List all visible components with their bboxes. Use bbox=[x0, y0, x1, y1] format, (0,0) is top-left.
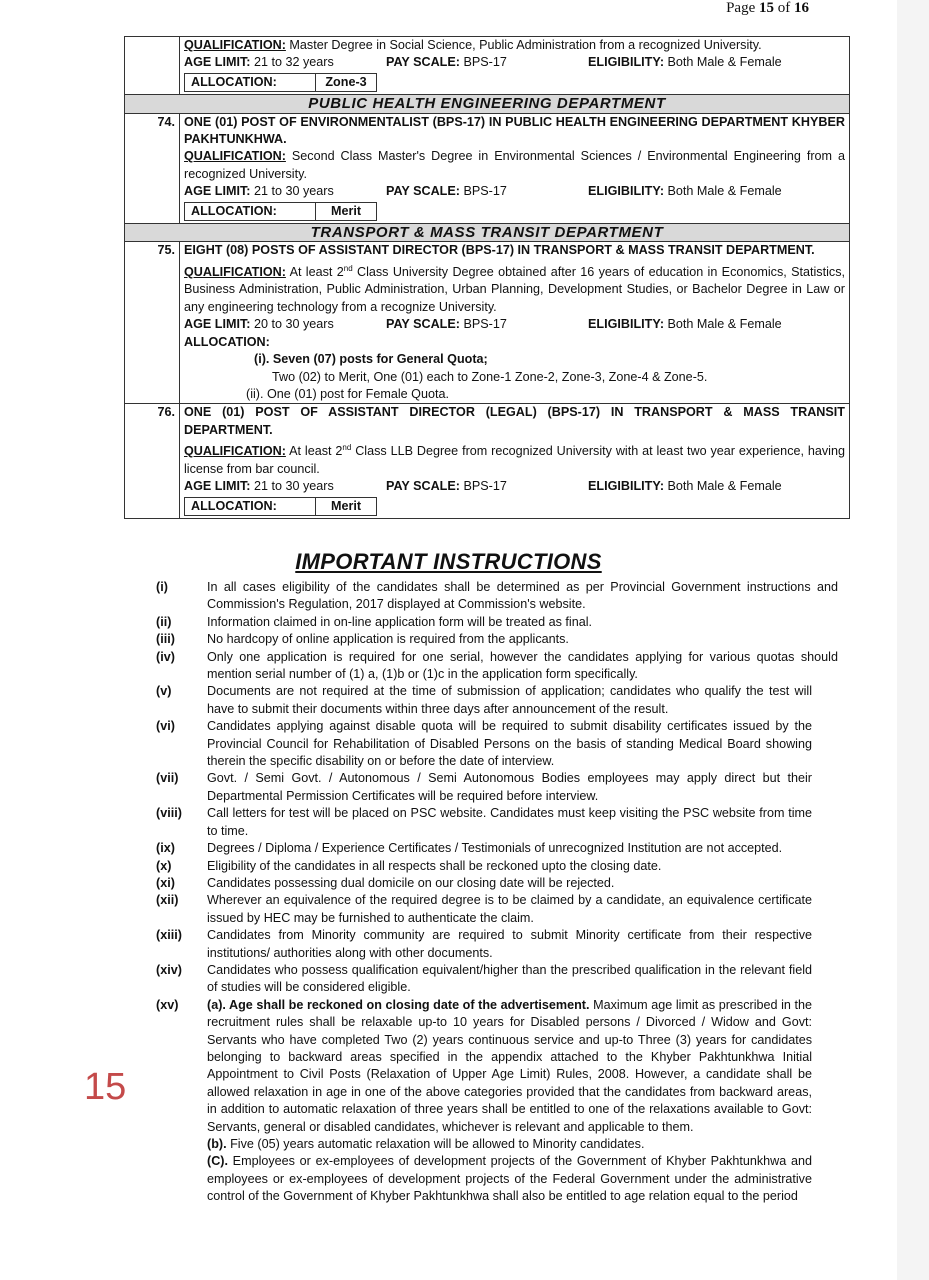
instruction-item: (vi) Candidates applying against disable quota will be required to submit disability certificates issued by the Provincial Council for Rehabilitation of Disabled Persons on the basis of standing Medical Board showing therein the specific disability on or before the date of interview. bbox=[156, 719, 812, 769]
allocation-box: ALLOCATION: Zone-3 bbox=[184, 73, 377, 92]
allocation-general-quota: (i). Seven (07) posts for General Quota; bbox=[254, 352, 488, 367]
pay-scale-value: BPS-17 bbox=[463, 317, 507, 332]
posts-table bbox=[124, 36, 850, 519]
age-limit-value: 20 to 30 years bbox=[253, 317, 334, 332]
qualification-text: Class University Degree obtained after 16 years of education in Economics, Statistics, Business Administration, Public Administration, Urban Planning, Development Studies, or Bachelor Degree in Law or any engineering technology from a recognize University. bbox=[184, 265, 845, 314]
serial-number: 75. bbox=[125, 242, 180, 404]
allocation-value: Merit bbox=[330, 203, 362, 218]
age-limit-value: 21 to 30 years bbox=[253, 184, 334, 199]
instruction-item: (viii) Call letters for test will be placed on PSC website. Candidates must keep visiting the PSC website from time to time. bbox=[156, 806, 812, 838]
post-entry-75 bbox=[125, 242, 850, 404]
eligibility-value: Both Male & Female bbox=[667, 55, 782, 70]
instruction-item: (ix) Degrees / Diploma / Experience Certificates / Testimonials of unrecognized Institution are not accepted. bbox=[156, 841, 783, 856]
instruction-item: (i) In all cases eligibility of the candidates shall be determined as per Provincial Government instructions and Commission's Regulation, 2017 displayed at Commission's website. bbox=[156, 580, 838, 612]
instruction-item: (xiii) Candidates from Minority community are required to submit Minority certificate from their respective institutions/ authorities along with other documents. bbox=[156, 928, 812, 960]
qualification-text: Class LLB Degree from recognized University with at least two year experience, having license from bar council. bbox=[184, 444, 845, 476]
instruction-item-xv: (xv) (a). Age shall be reckoned on closing date of the advertisement. Maximum age limit as prescribed in the recruitment rules shall be relaxable up-to 10 years for Disabled persons / Divorced / Widow and Govt: Servants who have completed Two (2) years continuous service and up-to Three (3) years for candidates belonging to backward areas specified in the appendix attached to the Khyber Pakhtunkhwa Initial Appointment to Civil Posts (Relaxation of Upper Age Limit) Rules, 2008. However, a candidate shall be allowed relaxation in age in one of the above categories provided that the candidates from backward areas, in addition to automatic relaxation of three years shall be entitled to one of the relaxations available to Govt: Servants, general or disabled candidates, whichever is relevant and applicable to them. (b). Five (05) years automatic relaxation will be allowed to Minority candidates. (C). Employees or ex-employees of development projects of the Government of Khyber Pakhtunkhwa and employees or ex-employees of development projects of the Federal Government under the administrative control of the Government of Khyber Pakhtunkhwa shall also be entitled to age relation equal to the period bbox=[156, 997, 812, 1204]
pay-scale-value: BPS-17 bbox=[463, 55, 507, 70]
qualification-text: Master Degree in Social Science, Public Administration from a recognized University. bbox=[289, 38, 762, 52]
allocation-value: Merit bbox=[330, 498, 362, 513]
eligibility-value: Both Male & Female bbox=[667, 317, 782, 332]
instructions-title: IMPORTANT INSTRUCTIONS bbox=[295, 549, 602, 574]
instruction-item: (iii) No hardcopy of online application is required from the applicants. bbox=[156, 632, 569, 647]
page-prefix: Page bbox=[726, 0, 756, 16]
post-details: ONE (01) POST OF ASSISTANT DIRECTOR (LEGAL) (BPS-17) IN TRANSPORT & MASS TRANSIT DEPARTMENT. QUALIFICATION: At least 2nd Class LLB Degree from recognized University with at least two year experience, having license from bar council. AGE LIMIT: 21 to 30 years PAY SCALE: BPS-17 ELIGIBILITY: Both Male & Female ALLOCATION: Merit bbox=[180, 404, 850, 519]
age-limit-value: 21 to 30 years bbox=[253, 479, 334, 494]
instructions-list bbox=[156, 579, 838, 1206]
qualification-text: Second Class Master's Degree in Environmental Sciences / Environmental Engineering from a recognized University. bbox=[184, 149, 846, 181]
instruction-item: (x) Eligibility of the candidates in all respects shall be reckoned upto the closing date. bbox=[156, 858, 662, 873]
instruction-item: (vii) Govt. / Semi Govt. / Autonomous / Semi Autonomous Bodies employees may apply direct but their Departmental Permission Certificates will be required before interview. bbox=[156, 771, 812, 803]
page-of: of bbox=[777, 0, 791, 16]
post-details: EIGHT (08) POSTS OF ASSISTANT DIRECTOR (BPS-17) IN TRANSPORT & MASS TRANSIT DEPARTMENT. QUALIFICATION: At least 2nd Class University Degree obtained after 16 years of education in Economics, Statistics, Business Administration, Public Administration, Urban Planning, Development Studies, or Bachelor Degree in Law or any engineering technology from a recognize University. AGE LIMIT: 20 to 30 years PAY SCALE: BPS-17 ELIGIBILITY: Both Male & Female ALLOCATION: (i). Seven (07) posts for General Quota; Two (02) to Merit, One (01) each to Zone-1 Zone-2, Zone-3, Zone-4 & Zone-5. (ii). One (01) post for Female Quota. bbox=[180, 242, 850, 404]
post-entry-continued bbox=[125, 37, 850, 95]
page-edge-margin bbox=[897, 0, 929, 1280]
post-title: ONE (01) POST OF ENVIRONMENTALIST (BPS-17) IN PUBLIC HEALTH ENGINEERING DEPARTMENT KHYBER PAKHTUNKHWA. bbox=[184, 114, 845, 147]
allocation-label: ALLOCATION: bbox=[184, 334, 270, 349]
post-details: QUALIFICATION: Master Degree in Social Science, Public Administration from a recognized University. AGE LIMIT: 21 to 32 years PAY SCALE: BPS-17 ELIGIBILITY: Both Male & Female ALLOCATION: Zone-3 bbox=[180, 37, 850, 95]
serial-number: 76. bbox=[125, 404, 180, 519]
post-details: ONE (01) POST OF ENVIRONMENTALIST (BPS-17) IN PUBLIC HEALTH ENGINEERING DEPARTMENT KHYBER PAKHTUNKHWA. QUALIFICATION: Second Class Master's Degree in Environmental Sciences / Environmental Engineering from a recognized University. AGE LIMIT: 21 to 30 years PAY SCALE: BPS-17 ELIGIBILITY: Both Male & Female ALLOCATION: Merit bbox=[180, 113, 850, 223]
post-title: ONE (01) POST OF ASSISTANT DIRECTOR (LEGAL) (BPS-17) IN TRANSPORT & MASS TRANSIT DEPARTMENT. bbox=[184, 405, 845, 437]
instruction-item: (xii) Wherever an equivalence of the required degree is to be claimed by a candidate, an equivalence certificate issued by HEC may be furnished to authenticate the claim. bbox=[156, 893, 812, 925]
allocation-box: ALLOCATION: Merit bbox=[184, 202, 377, 221]
department-header-phe: PUBLIC HEALTH ENGINEERING DEPARTMENT bbox=[125, 95, 850, 113]
page-total: 16 bbox=[794, 0, 809, 16]
pay-scale-value: BPS-17 bbox=[463, 184, 507, 199]
age-limit-value: 21 to 32 years bbox=[253, 55, 334, 70]
post-entry-76 bbox=[125, 404, 850, 519]
post-entry-74 bbox=[125, 113, 850, 223]
allocation-general-detail: Two (02) to Merit, One (01) each to Zone-1 Zone-2, Zone-3, Zone-4 & Zone-5. bbox=[272, 369, 708, 384]
instruction-item: (v) Documents are not required at the time of submission of application; candidates who qualify the test will have to submit their documents within three days after announcement of the result. bbox=[156, 684, 812, 716]
instruction-item: (xi) Candidates possessing dual domicile on our closing date will be rejected. bbox=[156, 875, 615, 890]
eligibility-value: Both Male & Female bbox=[667, 479, 782, 494]
allocation-box: ALLOCATION: Merit bbox=[184, 497, 377, 516]
allocation-value: Zone-3 bbox=[325, 74, 367, 89]
serial-number: 74. bbox=[125, 113, 180, 223]
instruction-item: (iv) Only one application is required for one serial, however the candidates applying for various quotas should mention serial number of (1) a, (1)b or (1)c in the application form specifically. bbox=[156, 649, 838, 682]
side-page-number: 15 bbox=[84, 1066, 127, 1108]
page-current: 15 bbox=[759, 0, 774, 16]
page-number-header bbox=[726, 0, 809, 17]
eligibility-value: Both Male & Female bbox=[667, 184, 782, 199]
post-title: EIGHT (08) POSTS OF ASSISTANT DIRECTOR (BPS-17) IN TRANSPORT & MASS TRANSIT DEPARTMENT. bbox=[184, 243, 815, 258]
department-header-transport: TRANSPORT & MASS TRANSIT DEPARTMENT bbox=[125, 224, 850, 242]
allocation-female-quota: (ii). One (01) post for Female Quota. bbox=[246, 386, 449, 401]
instruction-item: (xiv) Candidates who possess qualification equivalent/higher than the prescribed qualification in the relevant field of studies will be considered eligible. bbox=[156, 962, 812, 995]
instruction-item: (ii) Information claimed in on-line application form will be treated as final. bbox=[156, 614, 593, 629]
pay-scale-value: BPS-17 bbox=[463, 479, 507, 494]
